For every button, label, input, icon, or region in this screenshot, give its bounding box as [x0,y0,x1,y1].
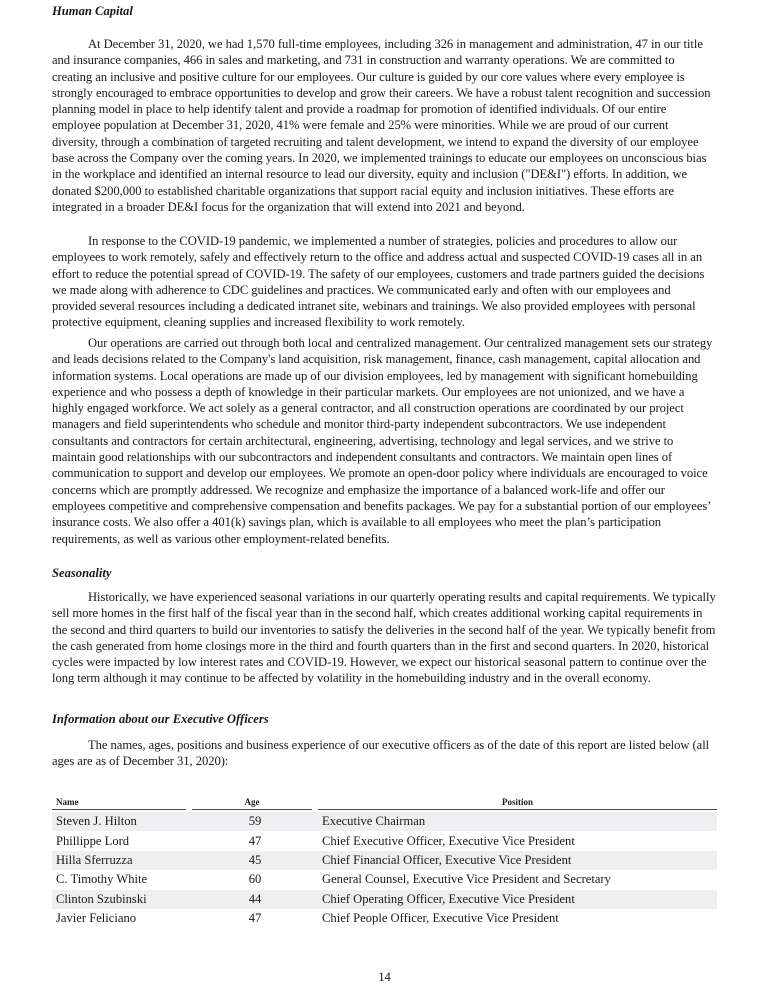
officer-position: Executive Chairman [318,812,717,831]
heading-seasonality: Seasonality [52,566,112,580]
heading-human-capital: Human Capital [52,4,133,18]
column-header-name: Name [52,796,192,812]
officer-name: C. Timothy White [56,872,148,887]
officer-name: Clinton Szubinski [52,890,192,909]
officer-age: 44 [192,890,318,909]
paragraph-employees: At December 31, 2020, we had 1,570 full-time employees, including 326 in management and administration, 47 in our title and insurance companies, 466 in sales and marketing, and 731 in construction and warranty operations. We are committed to creating an inclusive and positive culture for our employees. Our culture is guided by our core values where every employee is strongly encouraged to embrace opportunities to develop and grow their careers. We have a robust talent recognition and succession planning model in place to help identify talent and provide a roadmap for promotion of identified individuals. Of our entire employee population at December 31, 2020, 41% were female and 25% were minorities. While we are proud of our current diversity, through a combination of targeted recruiting and talent development, we intend to expand the diversity of our employee base across the Company over the coming years. In 2020, we implemented trainings to educate our employees on unconscious bias in the workplace and identified an internal resource to lead our diversity, equity and inclusion ("DE&I") efforts. In addition, we donated $200,000 to established charitable organizations that support racial equity and inclusion initiatives. These efforts are integrated in a broader DE&I focus for the organization that will extend into 2021 and beyond. [52,37,711,214]
column-header-age: Age [192,796,318,812]
officer-name: Steven J. Hilton [52,812,192,831]
officer-name: Javier Feliciano [56,911,137,926]
table-row [52,890,717,909]
officer-name: Hilla Sferruzza [52,851,192,870]
officer-age: 60 [248,872,262,887]
heading-executive-officers: Information about our Executive Officers [52,712,269,726]
officer-age: 45 [192,851,318,870]
executive-officers-table [52,796,717,928]
column-header-position: Position [318,796,717,812]
officer-age: 59 [192,812,318,831]
paragraph-seasonality: Historically, we have experienced seasonal variations in our quarterly operating results and capital requirements. We typically sell more homes in the first half of the fiscal year than in the second half, which creates additional working capital requirements in the second and third quarters to build our inventories to satisfy the deliveries in the second half of the year. We typically benefit from the cash generated from home closings more in the third and fourth quarters than in the first and second quarters. In 2020, historical cycles were impacted by low interest rates and COVID-19. However, we expect our historical seasonal pattern to continue over the long term although it may continue to be affected by volatility in the homebuilding industry and in the overall economy. [52,590,716,686]
table-header-row [52,796,717,812]
table-row [52,870,717,889]
table-row [52,812,717,831]
officer-age: 47 [248,911,262,926]
table-row [52,909,717,928]
officer-position: Chief People Officer, Executive Vice President [322,911,559,926]
officer-age: 47 [248,833,262,848]
officer-position: Chief Executive Officer, Executive Vice President [322,833,575,848]
paragraph-covid: In response to the COVID-19 pandemic, we implemented a number of strategies, policies and procedures to allow our employees to work remotely, safely and effectively return to the office and address actual and suspected COVID-19 cases all in an effort to reduce the potential spread of COVID-19. The safety of our employees, customers and trade partners guided the decisions we made along with adherence to CDC guidelines and practices. We communicated early and often with our employees and provided several resources including a dedicated intranet site, webinars and trainings. We also provided employees with personal protective equipment, cleaning supplies and increased flexibility to work remotely. [52,234,705,330]
table-row [52,851,717,870]
officer-position: Chief Financial Officer, Executive Vice President [318,851,717,870]
page-number: 14 [378,970,391,984]
paragraph-officers-intro: The names, ages, positions and business experience of our executive officers as of the date of this report are listed below (all ages are as of December 31, 2020): [52,738,710,769]
officer-position: General Counsel, Executive Vice President and Secretary [322,872,611,887]
paragraph-operations: Our operations are carried out through both local and centralized management. Our centralized management sets our strategy and leads decisions related to the Company's land acquisition, risk management, finance, cash management, capital allocation and information systems. Local operations are made up of our division employees, led by management with significant homebuilding experience and who possess a depth of knowledge in their particular markets. Our employees are not unionized, and we have a highly engaged workforce. We act solely as a general contractor, and all construction operations are coordinated by our project managers and field superintendents who schedule and monitor third-party independent subcontractors. We use independent consultants and contractors for certain architectural, engineering, advertising, technology and legal services, and we strive to maintain good relationships with our subcontractors and independent consultants and contractors. We maintain open lines of communication to support and develop our employees. We promote an open-door policy where individuals are encouraged to voice concerns which are promptly addressed. We recognize and emphasize the importance of a balanced work-life and offer our employees competitive and comprehensive compensation and benefits packages. We pay for a substantial portion of our employees’ insurance costs. We also offer a 401(k) savings plan, which is available to all employees who meet the plan’s participation requirements, as well as various other employment-related benefits. [52,336,713,546]
table-row [52,831,717,850]
officer-position: Chief Operating Officer, Executive Vice President [318,890,717,909]
officer-name: Phillippe Lord [56,833,130,848]
